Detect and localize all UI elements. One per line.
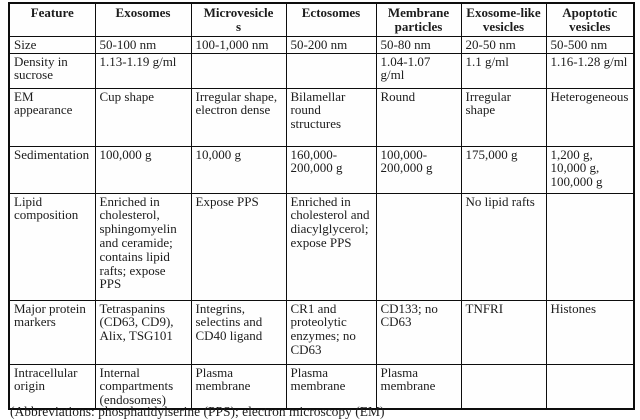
row-header-cell: Intracellular origin — [9, 364, 95, 409]
header-row — [9, 3, 634, 36]
data-cell: 1.13-1.19 g/ml — [95, 53, 191, 88]
data-cell: 10,000 g — [191, 146, 286, 193]
data-cell: Tetraspanins (CD63, CD9), Alix, TSG101 — [95, 300, 191, 364]
table-row-protein-markers — [9, 300, 634, 364]
data-cell — [546, 364, 634, 409]
data-cell: 50-80 nm — [376, 36, 461, 53]
data-cell: 100,000 g — [95, 146, 191, 193]
table-row-density — [9, 53, 634, 88]
row-header-cell: Density in sucrose — [9, 53, 95, 88]
column-header-microvesicles: Microvesicles — [191, 3, 286, 36]
data-cell: Enriched in cholesterol, sphingomyelin and ceramide; contains lipid rafts; expose PPS — [95, 193, 191, 300]
row-header-cell: Major protein markers — [9, 300, 95, 364]
data-cell — [191, 53, 286, 88]
data-cell: TNFRI — [461, 300, 546, 364]
data-cell: 100,000-200,000 g — [376, 146, 461, 193]
data-cell: Internal compartments (endosomes) — [95, 364, 191, 409]
table-row-em-appearance — [9, 88, 634, 146]
data-cell — [376, 193, 461, 300]
data-cell: Histones — [546, 300, 634, 364]
data-cell: Heterogeneous — [546, 88, 634, 146]
data-cell: 175,000 g — [461, 146, 546, 193]
column-header-exosomes: Exosomes — [95, 3, 191, 36]
data-cell: 1.04-1.07 g/ml — [376, 53, 461, 88]
data-cell — [546, 193, 634, 300]
data-cell: Expose PPS — [191, 193, 286, 300]
column-header-membrane-particles: Membrane particles — [376, 3, 461, 36]
row-header-cell: Sedimentation — [9, 146, 95, 193]
data-cell — [286, 53, 376, 88]
data-cell: No lipid rafts — [461, 193, 546, 300]
row-header-cell: EM appearance — [9, 88, 95, 146]
data-cell: 160,000-200,000 g — [286, 146, 376, 193]
data-cell: Integrins, selectins and CD40 ligand — [191, 300, 286, 364]
row-header-cell: Size — [9, 36, 95, 53]
column-header-exosome-like-vesicles: Exosome-like vesicles — [461, 3, 546, 36]
data-cell: Round — [376, 88, 461, 146]
vesicle-comparison-table — [8, 2, 635, 410]
data-cell: Plasma membrane — [286, 364, 376, 409]
data-cell: CR1 and proteolytic enzymes; no CD63 — [286, 300, 376, 364]
data-cell: 1.16-1.28 g/ml — [546, 53, 634, 88]
data-cell: Plasma membrane — [376, 364, 461, 409]
data-cell: 1,200 g, 10,000 g, 100,000 g — [546, 146, 634, 193]
data-cell: Irregular shape — [461, 88, 546, 146]
data-cell: 100-1,000 nm — [191, 36, 286, 53]
data-cell: CD133; no CD63 — [376, 300, 461, 364]
column-header-apoptotic-vesicles: Apoptotic vesicles — [546, 3, 634, 36]
row-header-cell: Lipid composition — [9, 193, 95, 300]
table-footnote: (Abbreviations: phosphatidylserine (PPS); electron microscopy (EM) — [10, 404, 385, 419]
data-cell: 50-500 nm — [546, 36, 634, 53]
column-header-feature: Feature — [9, 3, 95, 36]
table-row-size — [9, 36, 634, 53]
data-cell: 50-100 nm — [95, 36, 191, 53]
data-cell: Enriched in cholesterol and diacylglycerol; expose PPS — [286, 193, 376, 300]
data-cell: 50-200 nm — [286, 36, 376, 53]
data-cell: Bilamellar round structures — [286, 88, 376, 146]
data-cell — [461, 364, 546, 409]
data-cell: 20-50 nm — [461, 36, 546, 53]
data-cell: 1.1 g/ml — [461, 53, 546, 88]
table-row-lipid-composition — [9, 193, 634, 300]
table-row-intracellular-origin — [9, 364, 634, 409]
data-cell: Plasma membrane — [191, 364, 286, 409]
column-header-ectosomes: Ectosomes — [286, 3, 376, 36]
table-row-sedimentation — [9, 146, 634, 193]
data-cell: Cup shape — [95, 88, 191, 146]
data-cell: Irregular shape, electron dense — [191, 88, 286, 146]
